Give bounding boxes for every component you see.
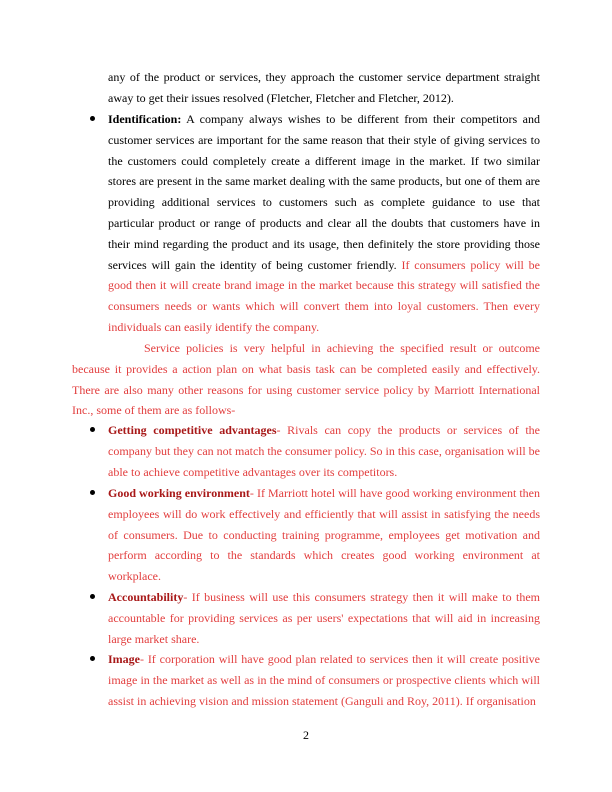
identification-body: A company always wishes to be different from their competitors and customer services are important for the same reason that their style of giving services to the customers could completely create a different image in the market. If two similar stores are present in the same market dealing with the same products, but one of them are providing additional services to customers such as complete guidance to use that particular product or range of products and clear all the doubts that customers have in their mind regarding the product and its usage, then definitely the store providing those services will gain the identity of being customer friendly. bbox=[108, 112, 540, 272]
bullet-heading: Image bbox=[108, 652, 140, 666]
bullet-body: - If corporation will have good plan related to services then it will create positive image in the market as well as in the mind of consumers or prospective clients which will assist in achieving vision and mission statement (Ganguli and Roy, 2011). If organisation bbox=[108, 652, 540, 708]
bullet-accountability bbox=[108, 587, 540, 649]
bullet-dot bbox=[90, 594, 95, 599]
bullet-dot bbox=[90, 427, 95, 432]
bullet-identification bbox=[108, 109, 540, 338]
bullet-competitive-advantages bbox=[108, 420, 540, 482]
bullet-heading: Accountability bbox=[108, 590, 184, 604]
bullet-dot bbox=[90, 116, 95, 121]
bullet-heading: Getting competitive advantages bbox=[108, 423, 277, 437]
bullet-image bbox=[108, 649, 540, 711]
service-paragraph-text: Service policies is very helpful in achieving the specified result or outcome because it provides a action plan on what basis task can be completed easily and effectively. There are also many other reasons for using customer service policy by Marriott International Inc., some of them are as follows- bbox=[72, 341, 540, 418]
page-number: 2 bbox=[303, 728, 309, 742]
continuation-text: any of the product or services, they approach the customer service department straight away to get their issues resolved (Fletcher, Fletcher and Fletcher, 2012). bbox=[108, 70, 540, 105]
identification-red-text: If consumers policy will be good then it will create brand image in the market because this strategy will satisfied the consumers needs or wants which will convert them into loyal customers. Then every individuals can easily identify the company. bbox=[108, 257, 540, 334]
bullet-body: - Rivals can copy the products or services of the company but they can not match the consumer policy. So in this case, organisation will be able to achieve competitive advantages over its competitors. bbox=[108, 423, 540, 479]
bullet-dot bbox=[90, 656, 95, 661]
bullet-body: - If Marriott hotel will have good working environment then employees will do work effectively and efficiently that will assist in satisfying the needs of consumers. Due to conducting training programme, employees get motivation and perform according to the standards which creates good working environment at workplace. bbox=[108, 486, 540, 584]
bullet-heading: Good working environment bbox=[108, 486, 250, 500]
bullet-dot bbox=[90, 490, 95, 495]
identification-heading: Identification: bbox=[108, 112, 182, 126]
service-paragraph bbox=[72, 338, 540, 421]
bullet-body: - If business will use this consumers strategy then it will make to them accountable for providing services as per users' expectations that will aid in increasing large market share. bbox=[108, 590, 540, 646]
bullet-working-environment bbox=[108, 483, 540, 587]
